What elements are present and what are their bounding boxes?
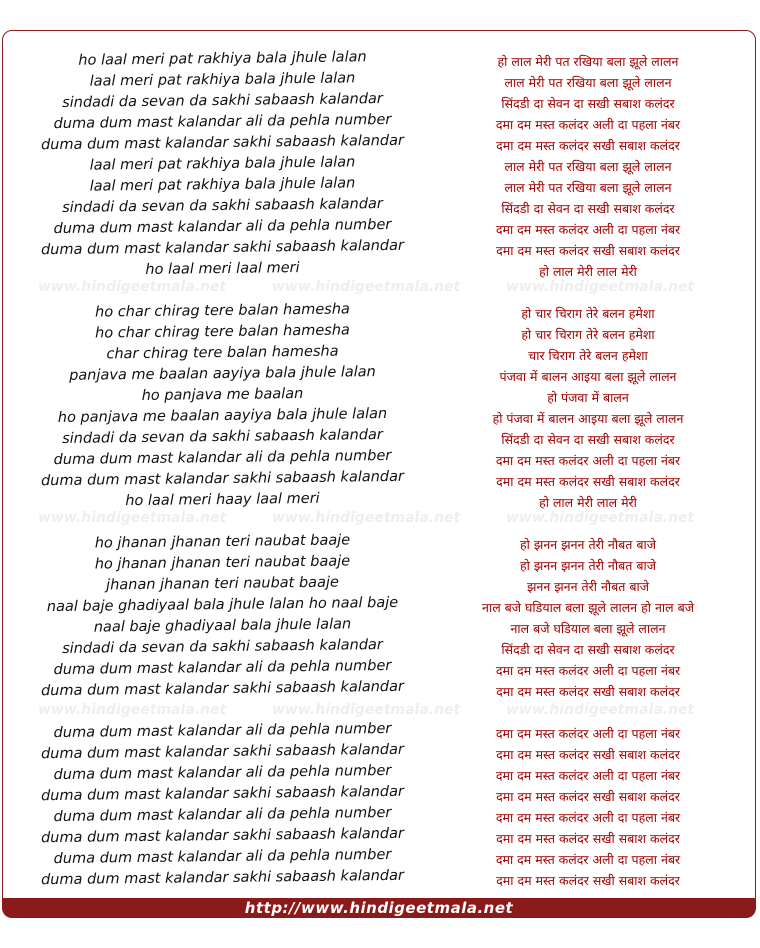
watermark-text: www.hindigeetmala.net: [506, 279, 695, 295]
roman-line: sindadi da sevan da sakhi sabaash kalandar: [62, 637, 383, 657]
roman-line: ho laal meri pat rakhiya bala jhule lalan: [78, 49, 367, 69]
watermark-text: www.hindigeetmala.net: [38, 510, 227, 526]
hindi-line: दमा दम मस्त कलंदर अली दा पहला नंबर: [495, 852, 681, 867]
roman-line: duma dum mast kalandar ali da pehla number: [53, 447, 392, 469]
roman-line: duma dum mast kalandar sakhi sabaash kalandar: [40, 678, 405, 700]
roman-line: duma dum mast kalandar ali da pehla number: [53, 111, 392, 133]
hindi-line: दमा दम मस्त कलंदर सखी सबाश कलंदर: [496, 474, 680, 489]
hindi-line: लाल मेरी पत रखिया बला झूले लालन: [504, 180, 672, 195]
roman-line: ho panjava me baalan aayiya bala jhule lalan: [57, 405, 388, 427]
hindi-line: दमा दम मस्त कलंदर अली दा पहला नंबर: [495, 663, 681, 678]
hindi-line: हो चार चिराग तेरे बलन हमेशा: [521, 327, 655, 342]
hindi-line: दमा दम मस्त कलंदर सखी सबाश कलंदर: [496, 138, 680, 153]
roman-line: laal meri pat rakhiya bala jhule lalan: [89, 154, 356, 174]
hindi-line: दमा दम मस्त कलंदर अली दा पहला नंबर: [495, 117, 681, 132]
hindi-line: हो झनन झनन तेरी नौबत बाजे: [520, 537, 656, 552]
hindi-line: हो पंजवा में बालन आइया बला झूले लालन: [492, 411, 684, 426]
hindi-line: दमा दम मस्त कलंदर सखी सबाश कलंदर: [496, 243, 680, 258]
roman-line: char chirag tere balan hamesha: [106, 343, 339, 363]
roman-line: sindadi da sevan da sakhi sabaash kalandar: [62, 196, 383, 216]
watermark-text: www.hindigeetmala.net: [38, 279, 227, 295]
footer-bar: [2, 898, 756, 918]
roman-line: duma dum mast kalandar ali da pehla number: [53, 804, 392, 826]
roman-line: duma dum mast kalandar sakhi sabaash kalandar: [40, 468, 405, 490]
hindi-line: सिंदडी दा सेवन दा सखी सबाश कलंदर: [501, 96, 675, 111]
hindi-line: दमा दम मस्त कलंदर अली दा पहला नंबर: [495, 222, 681, 237]
hindi-line: सिंदडी दा सेवन दा सखी सबाश कलंदर: [501, 642, 675, 657]
roman-line: sindadi da sevan da sakhi sabaash kalandar: [62, 91, 383, 111]
hindi-line: हो झनन झनन तेरी नौबत बाजे: [520, 558, 656, 573]
hindi-line: हो लाल मेरी लाल मेरी: [539, 264, 637, 279]
hindi-line: हो चार चिराग तेरे बलन हमेशा: [521, 306, 655, 321]
watermark-text: www.hindigeetmala.net: [272, 279, 461, 295]
roman-line: laal meri pat rakhiya bala jhule lalan: [89, 175, 356, 195]
watermark-text: www.hindigeetmala.net: [506, 702, 695, 718]
watermark-text: www.hindigeetmala.net: [272, 510, 461, 526]
hindi-line: हो लाल मेरी लाल मेरी: [539, 495, 637, 510]
hindi-line: दमा दम मस्त कलंदर सखी सबाश कलंदर: [496, 873, 680, 888]
hindi-line: सिंदडी दा सेवन दा सखी सबाश कलंदर: [501, 201, 675, 216]
roman-line: ho char chirag tere balan hamesha: [95, 301, 350, 321]
hindi-line: दमा दम मस्त कलंदर अली दा पहला नंबर: [495, 726, 681, 741]
roman-line: ho laal meri laal meri: [145, 260, 300, 278]
roman-line: duma dum mast kalandar sakhi sabaash kalandar: [40, 741, 405, 763]
roman-line: ho jhanan jhanan teri naubat baaje: [94, 532, 351, 552]
roman-line: panjava me baalan aayiya bala jhule lalan: [69, 364, 376, 384]
roman-line: duma dum mast kalandar sakhi sabaash kalandar: [40, 783, 405, 805]
hindi-line: लाल मेरी पत रखिया बला झूले लालन: [504, 159, 672, 174]
roman-line: laal meri pat rakhiya bala jhule lalan: [89, 70, 356, 90]
hindi-line: दमा दम मस्त कलंदर अली दा पहला नंबर: [495, 810, 681, 825]
hindi-line: नाल बजे घडियाल बला झूले लालन हो नाल बजे: [482, 600, 694, 615]
footer-url[interactable]: http://www.hindigeetmala.net: [244, 899, 514, 917]
watermark-text: www.hindigeetmala.net: [506, 510, 695, 526]
roman-line: duma dum mast kalandar sakhi sabaash kalandar: [40, 867, 405, 889]
roman-line: duma dum mast kalandar ali da pehla number: [53, 762, 392, 784]
hindi-line: सिंदडी दा सेवन दा सखी सबाश कलंदर: [501, 432, 675, 447]
watermark-text: www.hindigeetmala.net: [272, 702, 461, 718]
roman-line: duma dum mast kalandar ali da pehla number: [53, 657, 392, 679]
watermark-text: www.hindigeetmala.net: [38, 702, 227, 718]
roman-line: duma dum mast kalandar sakhi sabaash kalandar: [40, 825, 405, 847]
hindi-line: हो लाल मेरी पत रखिया बला झूले लालन: [497, 54, 679, 69]
roman-line: duma dum mast kalandar ali da pehla number: [53, 720, 392, 742]
roman-line: sindadi da sevan da sakhi sabaash kalandar: [62, 427, 383, 447]
hindi-line: झनन झनन तेरी नौबत बाजे: [526, 579, 650, 594]
hindi-line: नाल बजे घडियाल बला झूले लालन: [510, 621, 666, 636]
roman-line: ho laal meri haay laal meri: [125, 490, 320, 510]
roman-line: ho char chirag tere balan hamesha: [95, 322, 350, 342]
hindi-line: दमा दम मस्त कलंदर अली दा पहला नंबर: [495, 453, 681, 468]
roman-line: naal baje ghadiyaal bala jhule lalan: [93, 616, 352, 636]
roman-line: naal baje ghadiyaal bala jhule lalan ho naal baje: [46, 594, 399, 616]
hindi-line: दमा दम मस्त कलंदर सखी सबाश कलंदर: [496, 789, 680, 804]
hindi-line: दमा दम मस्त कलंदर अली दा पहला नंबर: [495, 768, 681, 783]
roman-line: duma dum mast kalandar ali da pehla number: [53, 846, 392, 868]
hindi-line: दमा दम मस्त कलंदर सखी सबाश कलंदर: [496, 831, 680, 846]
hindi-line: चार चिराग तेरे बलन हमेशा: [528, 348, 648, 363]
roman-line: jhanan jhanan teri naubat baaje: [106, 574, 339, 594]
roman-line: duma dum mast kalandar ali da pehla number: [53, 216, 392, 238]
roman-line: duma dum mast kalandar sakhi sabaash kalandar: [40, 237, 405, 259]
hindi-line: पंजवा में बालन आइया बला झूले लालन: [499, 369, 677, 384]
hindi-line: दमा दम मस्त कलंदर सखी सबाश कलंदर: [496, 747, 680, 762]
roman-line: ho jhanan jhanan teri naubat baaje: [94, 553, 351, 573]
roman-line: duma dum mast kalandar sakhi sabaash kalandar: [40, 132, 405, 154]
hindi-line: लाल मेरी पत रखिया बला झूले लालन: [504, 75, 672, 90]
hindi-line: दमा दम मस्त कलंदर सखी सबाश कलंदर: [496, 684, 680, 699]
hindi-line: हो पंजवा में बालन: [547, 390, 629, 405]
roman-line: ho panjava me baalan: [141, 386, 304, 404]
